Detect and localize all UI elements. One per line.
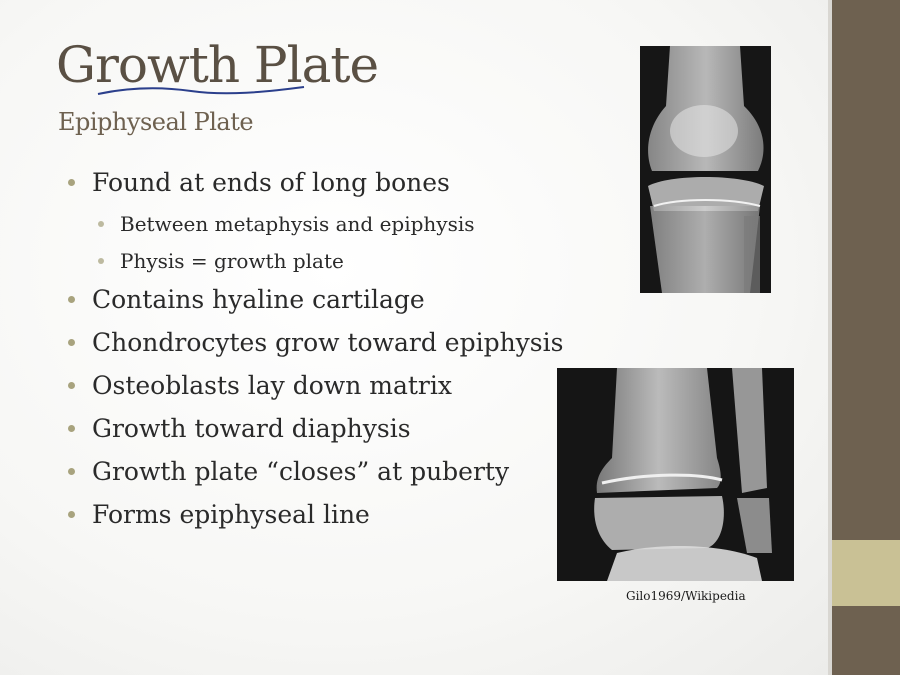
bullet-text: Osteoblasts lay down matrix [92,371,452,400]
ankle-xray-image [557,368,794,581]
bullet-item [68,166,563,209]
bullet-dot-icon [68,296,75,303]
bullet-text: Found at ends of long bones [92,168,450,197]
bullet-list [68,166,563,541]
slide-title: Growth Plate [56,36,379,94]
bullet-dot-icon [68,425,75,432]
bullet-dot-icon [68,382,75,389]
bullet-text: Contains hyaline cartilage [92,285,425,314]
bullet-text: Growth toward diaphysis [92,414,411,443]
bullet-item [68,498,563,541]
bullet-text: Growth plate “closes” at puberty [92,457,510,486]
bullet-dot-icon [68,339,75,346]
pen-annotation-underline [96,82,306,102]
bullet-dot-icon [98,258,104,264]
sub-bullet-text: Physis = growth plate [120,249,344,273]
slide-subtitle: Epiphyseal Plate [58,108,254,136]
bullet-text: Chondrocytes grow toward epiphysis [92,328,564,357]
bullet-item [68,283,563,326]
bullet-text: Forms epiphyseal line [92,500,370,529]
bullet-dot-icon [98,221,104,227]
bullet-dot-icon [68,179,75,186]
bullet-item [68,412,563,455]
image-credit: Gilo1969/Wikipedia [626,589,746,603]
bullet-dot-icon [68,511,75,518]
bullet-item [68,369,563,412]
bullet-item [68,326,563,369]
sub-bullet-item [68,209,563,246]
knee-xray-image [640,46,771,293]
bullet-dot-icon [68,468,75,475]
sub-bullet-item [68,246,563,283]
sidebar-accent-block [832,540,900,606]
bullet-item [68,455,563,498]
sub-bullet-text: Between metaphysis and epiphysis [120,212,475,236]
